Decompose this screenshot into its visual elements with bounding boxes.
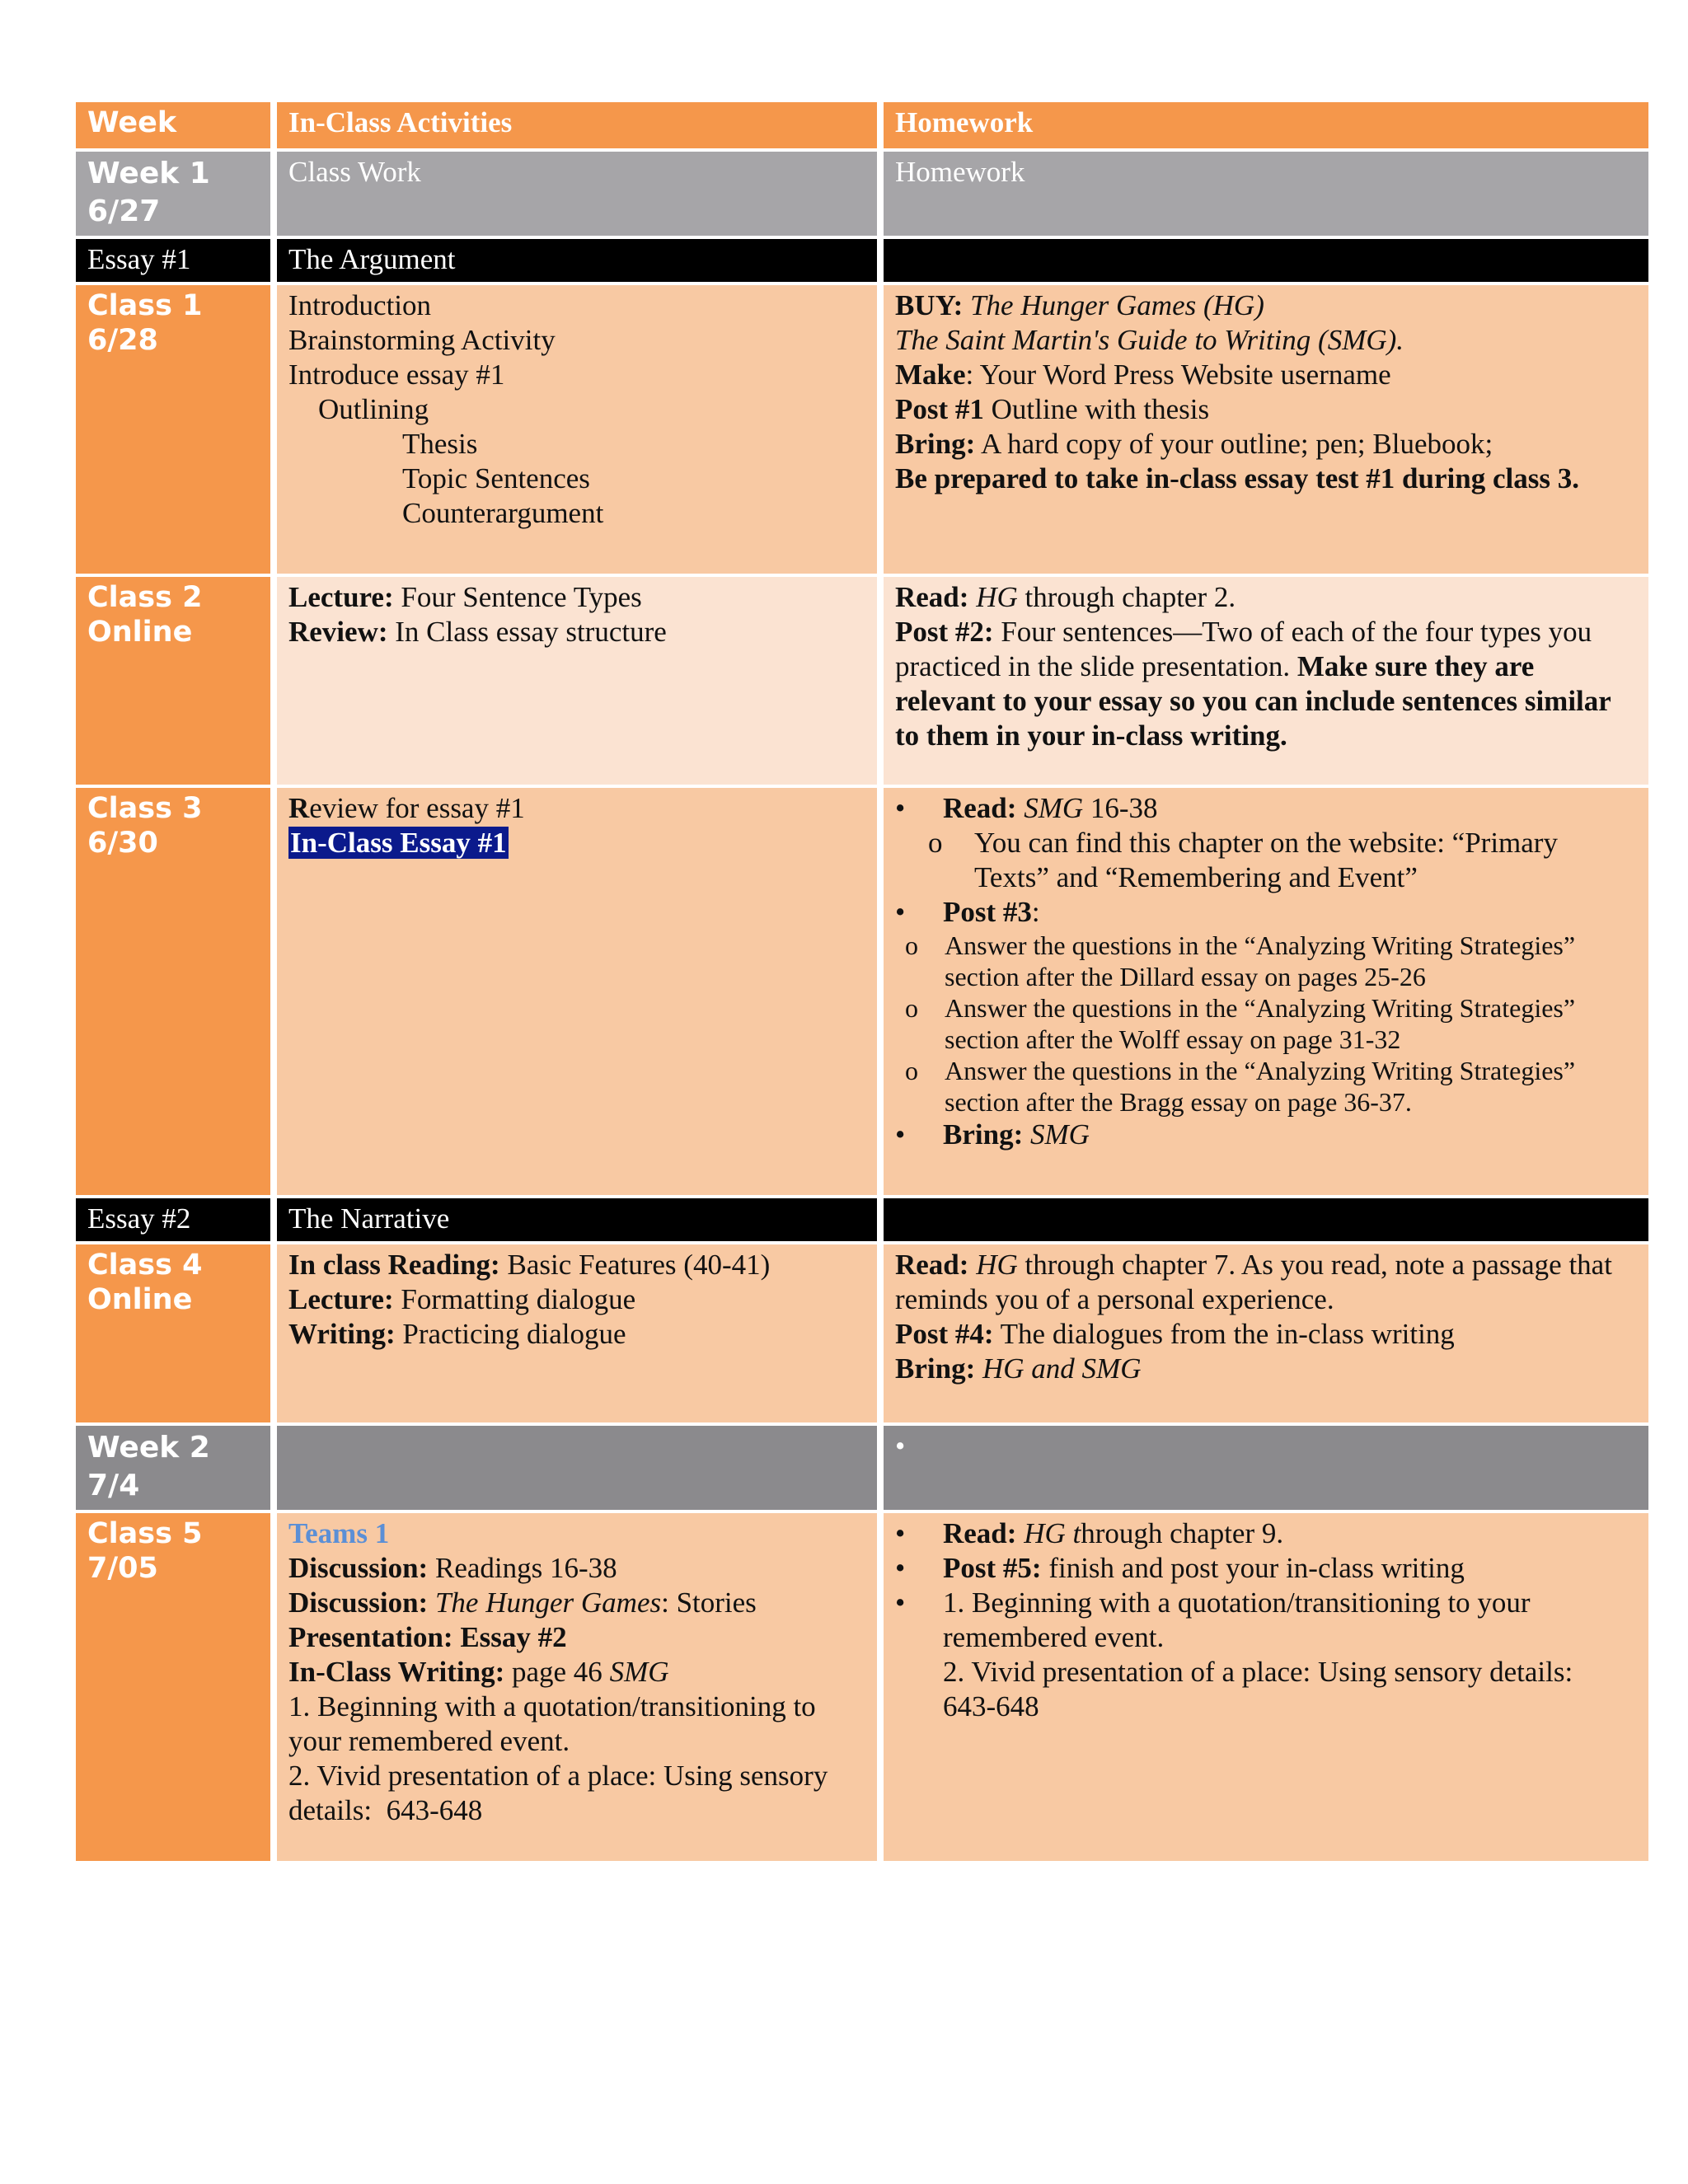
class2-label: Class 2 (87, 581, 203, 614)
week2-homework (884, 1426, 1648, 1513)
class4-row (76, 1244, 1648, 1426)
week1-cell (76, 152, 277, 239)
hw-read-text: through chapter 2. (1017, 581, 1236, 613)
lecture-label: Lecture: (288, 1283, 394, 1315)
discussion-label: Discussion: (288, 1552, 429, 1584)
list-item: Introduction (288, 289, 432, 321)
class3-row (76, 788, 1648, 1198)
hw-read-hg: HG t (1024, 1517, 1081, 1549)
hw-question-1 (895, 930, 1637, 992)
hw-read-label: Read: (943, 792, 1017, 824)
review-initial: R (288, 792, 310, 824)
week2-date: 7/4 (87, 1469, 140, 1502)
discussion-title: The Hunger Games (434, 1586, 662, 1619)
hw-item-2: 2. Vivid presentation of a place: Using sensory details: 643-648 (943, 1656, 1587, 1722)
hw-read-hg: HG (976, 581, 1018, 613)
class5-date: 7/05 (87, 1552, 158, 1585)
class4-activities (277, 1244, 884, 1426)
hw-q2-text: Answer the questions in the “Analyzing Writing Strategies” section after the Wolff essay on page 31-32 (945, 993, 1576, 1054)
hw-bullet-read (895, 1516, 1637, 1551)
bullet-icon: • (895, 1517, 906, 1549)
class4-homework (884, 1244, 1648, 1426)
hw-make-label: Make (895, 359, 966, 391)
class4-date: Online (87, 1283, 193, 1316)
hw-read-text: through chapter 7. As you read, note a passage that reminds you of a personal experience. (895, 1249, 1620, 1315)
hw-bullet-bring (895, 1118, 1637, 1152)
reading-line (288, 1248, 865, 1282)
hw-question-2 (895, 992, 1637, 1055)
teams-label: Teams 1 (288, 1517, 390, 1549)
hw-post (895, 1317, 1637, 1352)
hw-post-label: Post #3 (943, 896, 1032, 928)
hw-post-colon: : (1031, 896, 1040, 928)
class1-row (76, 285, 1648, 577)
bullet-icon: • (895, 896, 906, 928)
header-week: Week (76, 102, 277, 152)
list-item: Thesis (402, 428, 478, 460)
presentation-line (288, 1620, 865, 1655)
essay1-title: The Argument (277, 239, 884, 285)
class4-label: Class 4 (87, 1249, 203, 1282)
bullet-icon: • (895, 1118, 906, 1151)
header-activities: In-Class Activities (277, 102, 884, 152)
class1-date: 6/28 (87, 324, 158, 357)
hw-post-text: Four sentences—Two of each of the four types you practiced in the slide presentation. (895, 616, 1599, 682)
hw-bullet-post (895, 895, 1637, 930)
writing-label: Writing: (288, 1318, 396, 1350)
review-label: Review: (288, 616, 388, 648)
list-item: Introduce essay #1 (288, 359, 505, 391)
bullet-icon: • (895, 1586, 906, 1619)
circle-bullet-icon: o (928, 827, 943, 859)
writing-text: page 46 (504, 1656, 610, 1688)
hw-post-bold: Make sure they are relevant to your essay so you can include sentences similar to them in your in-class writing. (895, 650, 1618, 752)
lecture-label: Lecture: (288, 581, 394, 613)
hw-bring-label: Bring: (943, 1118, 1024, 1151)
review-line (288, 791, 865, 826)
hw-bring-text: A hard copy of your outline; pen; Bluebook; (975, 428, 1493, 460)
hw-bring (895, 427, 1637, 462)
class3-activities (277, 788, 884, 1198)
hw-bring-label: Bring: (895, 428, 976, 460)
reading-text: Basic Features (40-41) (499, 1249, 771, 1281)
discussion-2 (288, 1586, 865, 1620)
lecture-text: Four Sentence Types (393, 581, 642, 613)
hw-read (895, 1248, 1637, 1317)
hw-bring (895, 1352, 1637, 1386)
class5-row (76, 1513, 1648, 1864)
bullet-icon: • (895, 1430, 906, 1462)
class1-label: Class 1 (87, 289, 203, 322)
class3-date: 6/30 (87, 827, 158, 860)
writing-label: In-Class Writing: (288, 1656, 505, 1688)
hw-sub-find (895, 826, 1637, 895)
writing-text: Practicing dialogue (395, 1318, 626, 1350)
hw-read-text: 16-38 (1083, 792, 1158, 824)
class5-label: Class 5 (87, 1517, 203, 1550)
lecture-line (288, 580, 865, 615)
hw-post-label: Post #4: (895, 1318, 994, 1350)
hw-read-hg: HG (976, 1249, 1018, 1281)
list-item: 2. Vivid presentation of a place: Using sensory details: 643-648 (288, 1760, 836, 1826)
discussion-text: Readings 16-38 (428, 1552, 617, 1584)
bullet-icon: • (895, 1552, 906, 1584)
lecture-text: Formatting dialogue (393, 1283, 636, 1315)
class3-homework (884, 788, 1648, 1198)
hw-post (895, 392, 1637, 427)
hw-post (895, 615, 1637, 753)
hw-buy (895, 288, 1637, 323)
review-text: In Class essay structure (387, 616, 667, 648)
review-line (288, 615, 865, 649)
bullet-icon: • (895, 792, 906, 824)
essay1-row (76, 239, 1648, 285)
essay2-empty (884, 1198, 1648, 1244)
hw-buy-text: The Hunger Games (HG) (970, 289, 1264, 321)
class5-activities (277, 1513, 884, 1864)
writing-line (288, 1655, 865, 1690)
week2-row (76, 1426, 1648, 1513)
hw-post-text: The dialogues from the in-class writing (993, 1318, 1455, 1350)
class1-cell (76, 285, 277, 577)
hw-q1-text: Answer the questions in the “Analyzing Writing Strategies” section after the Dillard essay on pages 25-26 (945, 930, 1576, 991)
circle-bullet-icon: o (905, 993, 918, 1023)
essay-line (288, 826, 865, 860)
hw-post-text: finish and post your in-class writing (1041, 1552, 1465, 1584)
list-item: Topic Sentences (402, 462, 590, 494)
hw-q3-text: Answer the questions in the “Analyzing Writing Strategies” section after the Bragg essay on page 36-37. (945, 1056, 1576, 1117)
hw-bullet-items (895, 1586, 1637, 1724)
week1-date: 6/27 (87, 194, 161, 228)
list-item: Brainstorming Activity (288, 324, 556, 356)
discussion-label: Discussion: (288, 1586, 429, 1619)
class2-activities (277, 577, 884, 788)
writing-line (288, 1317, 865, 1352)
hw-items (943, 1586, 1637, 1724)
circle-bullet-icon: o (905, 930, 918, 960)
header-row (76, 102, 1648, 152)
lecture-line (288, 1282, 865, 1317)
hw-bring-label: Bring: (895, 1352, 976, 1385)
week1-homework: Homework (884, 152, 1648, 239)
review-text: eview for essay #1 (309, 792, 525, 824)
hw-read-label: Read: (943, 1517, 1017, 1549)
week1-classwork: Class Work (277, 152, 884, 239)
hw-read-smg: SMG (1024, 792, 1084, 824)
schedule-table (76, 102, 1648, 1864)
essay2-row (76, 1198, 1648, 1244)
reading-label: In class Reading: (288, 1249, 500, 1281)
class2-homework (884, 577, 1648, 788)
hw-read-text: hrough chapter 9. (1081, 1517, 1284, 1549)
class4-cell (76, 1244, 277, 1426)
class3-cell (76, 788, 277, 1198)
list-item: 1. Beginning with a quotation/transitioning to your remembered event. (288, 1690, 823, 1757)
week2-activities (277, 1426, 884, 1513)
hw-post-label: Post #2: (895, 616, 994, 648)
header-homework: Homework (884, 102, 1648, 152)
class2-date: Online (87, 616, 193, 649)
class1-activities (277, 285, 884, 577)
essay2-title: The Narrative (277, 1198, 884, 1244)
hw-buy-label: BUY: (895, 289, 964, 321)
class2-row (76, 577, 1648, 788)
hw-prepared-text: Be prepared to take in-class essay test #1 during class 3. (895, 462, 1579, 494)
hw-make (895, 358, 1637, 392)
hw-read-label: Read: (895, 1249, 969, 1281)
hw-prepared (895, 462, 1637, 496)
week1-label: Week 1 (87, 157, 210, 190)
essay1-label: Essay #1 (76, 239, 277, 285)
hw-make-text: : Your Word Press Website username (965, 359, 1391, 391)
hw-smg-text: The Saint Martin's Guide to Writing (SMG). (895, 324, 1404, 356)
list-item: Outlining (318, 393, 429, 425)
writing-smg: SMG (609, 1656, 669, 1688)
hw-post-label: Post #5: (943, 1552, 1042, 1584)
class5-homework (884, 1513, 1648, 1864)
hw-bring-text: HG and SMG (982, 1352, 1142, 1385)
hw-post-text: Outline with thesis (983, 393, 1210, 425)
class1-homework (884, 285, 1648, 577)
week2-label: Week 2 (87, 1431, 210, 1465)
hw-smg (895, 323, 1637, 358)
class5-cell (76, 1513, 277, 1864)
hw-read (895, 580, 1637, 615)
discussion-text: : Stories (661, 1586, 757, 1619)
class3-label: Class 3 (87, 792, 203, 825)
week1-row (76, 152, 1648, 239)
hw-question-3 (895, 1055, 1637, 1118)
discussion-1 (288, 1551, 865, 1586)
circle-bullet-icon: o (905, 1056, 918, 1085)
list-item: Counterargument (402, 497, 604, 529)
hw-find-text: You can find this chapter on the website: “Primary Texts” and “Remembering and Event” (974, 827, 1558, 893)
hw-bullet-post (895, 1551, 1637, 1586)
week2-cell (76, 1426, 277, 1513)
hw-bring-text: SMG (1029, 1118, 1090, 1151)
hw-bullet-read (895, 791, 1637, 826)
essay1-empty (884, 239, 1648, 285)
essay-highlight: In-Class Essay #1 (290, 827, 507, 859)
hw-item-1: 1. Beginning with a quotation/transitioning to your remembered event. (943, 1586, 1538, 1653)
class2-cell (76, 577, 277, 788)
hw-post-label: Post #1 (895, 393, 984, 425)
hw-read-label: Read: (895, 581, 969, 613)
presentation-text: Presentation: Essay #2 (288, 1621, 567, 1653)
essay2-label: Essay #2 (76, 1198, 277, 1244)
